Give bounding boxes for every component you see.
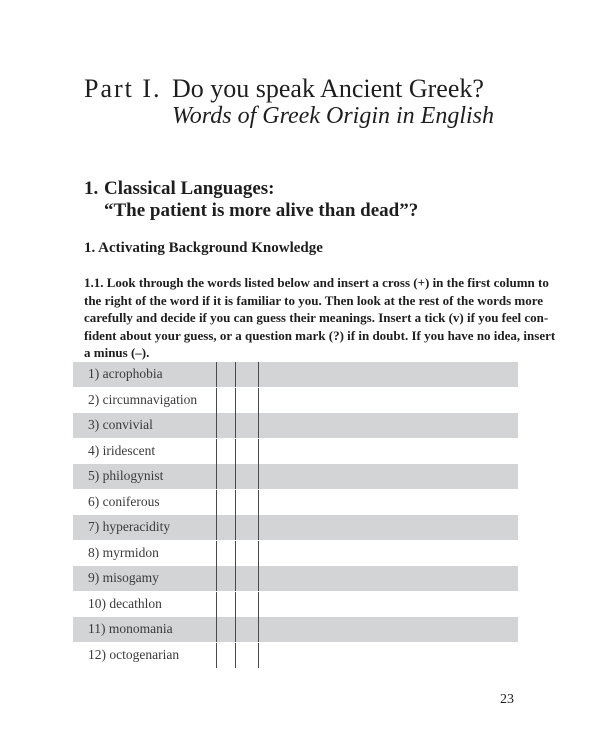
part-heading [84, 74, 484, 104]
column-divider [216, 464, 217, 490]
table-row [73, 515, 518, 541]
column-divider [235, 515, 236, 541]
word-label: 10) decathlon [88, 595, 162, 611]
column-divider [258, 566, 259, 592]
column-divider [216, 643, 217, 669]
table-row [73, 592, 518, 618]
column-divider [216, 617, 217, 643]
word-label: 11) monomania [88, 621, 173, 636]
table-row [73, 643, 518, 669]
column-divider [258, 515, 259, 541]
table-row [73, 362, 518, 388]
column-divider [258, 388, 259, 414]
column-divider [235, 643, 236, 669]
column-divider [235, 464, 236, 490]
column-divider [258, 464, 259, 490]
table-row [73, 541, 518, 567]
table-row [73, 388, 518, 414]
section-title-line2: “The patient is more alive than dead”? [104, 200, 419, 221]
column-divider [258, 541, 259, 567]
column-divider [216, 362, 217, 388]
word-label: 9) misogamy [88, 570, 159, 585]
word-label: 6) coniferous [88, 493, 160, 509]
column-divider [235, 439, 236, 465]
subsection-heading: 1. Activating Background Knowledge [84, 240, 323, 256]
column-divider [235, 541, 236, 567]
column-divider [216, 413, 217, 439]
word-label: 5) philogynist [88, 468, 164, 483]
column-divider [235, 362, 236, 388]
column-divider [235, 617, 236, 643]
column-divider [258, 439, 259, 465]
column-divider [216, 541, 217, 567]
instructions-line: carefully and decide if you can guess their meanings. Insert a tick (v) if you feel con- [84, 310, 549, 325]
part-title: Do you speak Ancient Greek? [172, 74, 484, 103]
column-divider [235, 413, 236, 439]
part-label: Part I. [84, 74, 162, 103]
table-row [73, 566, 518, 592]
column-divider [258, 413, 259, 439]
column-divider [216, 490, 217, 516]
column-divider [235, 592, 236, 618]
word-label: 1) acrophobia [88, 366, 163, 381]
column-divider [258, 362, 259, 388]
word-label: 4) iridescent [88, 442, 156, 458]
word-label: 3) convivial [88, 417, 153, 432]
table-row [73, 464, 518, 490]
section-title-line1: Classical Languages: [104, 178, 275, 199]
column-divider [216, 388, 217, 414]
page-number: 23 [500, 692, 514, 707]
table-row [73, 439, 518, 465]
column-divider [258, 617, 259, 643]
column-divider [216, 515, 217, 541]
column-divider [216, 439, 217, 465]
word-label: 8) myrmidon [88, 544, 159, 560]
column-divider [216, 566, 217, 592]
word-table [73, 362, 518, 668]
column-divider [216, 592, 217, 618]
column-divider [235, 566, 236, 592]
instructions-line: 1.1. Look through the words listed below and insert a cross (+) in the first column to [84, 275, 549, 290]
instructions-line: the right of the word if it is familiar to you. Then look at the rest of the words more [84, 292, 544, 308]
column-divider [258, 643, 259, 669]
table-row [73, 617, 518, 643]
word-label: 12) octogenarian [88, 646, 180, 662]
word-label: 7) hyperacidity [88, 519, 171, 534]
table-row [73, 490, 518, 516]
column-divider [258, 592, 259, 618]
column-divider [235, 490, 236, 516]
table-row [73, 413, 518, 439]
instructions-paragraph [84, 274, 556, 362]
word-label: 2) circumnavigation [88, 391, 198, 407]
part-subtitle: Words of Greek Origin in English [172, 103, 494, 129]
section-number: 1. [84, 178, 99, 199]
instructions-line: a minus (–). [84, 345, 150, 360]
column-divider [258, 490, 259, 516]
column-divider [235, 388, 236, 414]
instructions-line: fident about your guess, or a question mark (?) if in doubt. If you have no idea, insert [84, 327, 556, 343]
